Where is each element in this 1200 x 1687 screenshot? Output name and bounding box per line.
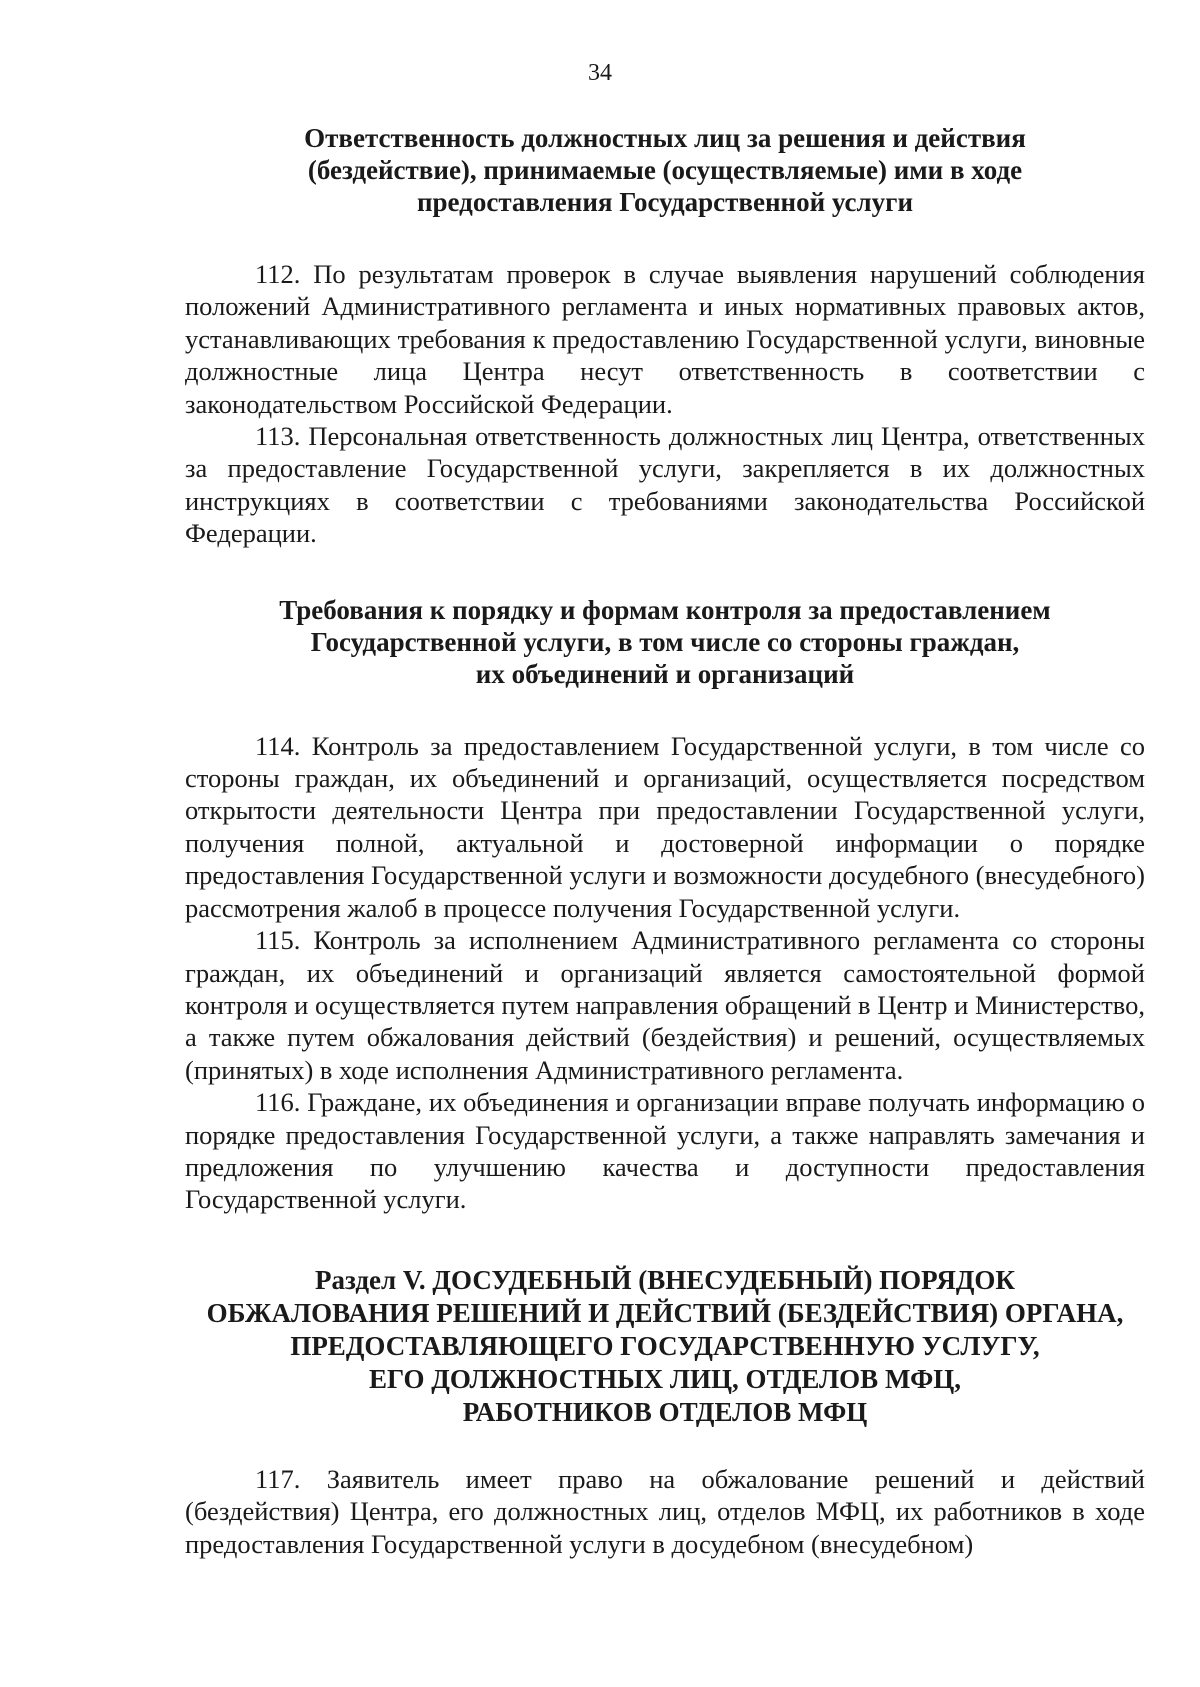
paragraph-113: 113. Персональная ответственность должностных лиц Центра, ответственных за предоставление Государственной услуги, закрепляется в их должностных инструкциях в соответствии с требованиями законодательства Российской Федерации. xyxy=(185,421,1145,549)
heading-line: РАБОТНИКОВ ОТДЕЛОВ МФЦ xyxy=(462,1396,868,1427)
paragraph-114: 114. Контроль за предоставлением Государственной услуги, в том числе со стороны граждан, их объединений и организаций, осуществляется посредством открытости деятельности Центра при предоставлении Государственной услуги, получения полной, актуальной и достоверной информации о порядке предоставления Государственной услуги и возможности досудебного (внесудебного) рассмотрения жалоб в процессе получения Государственной услуги. xyxy=(185,730,1145,923)
section-heading-responsibility xyxy=(185,122,1145,218)
heading-line: Требования к порядку и формам контроля за предоставлением xyxy=(279,594,1051,625)
heading-line: ОБЖАЛОВАНИЯ РЕШЕНИЙ И ДЕЙСТВИЙ (БЕЗДЕЙСТВИЯ) ОРГАНА, xyxy=(206,1297,1124,1328)
paragraph-115: 115. Контроль за исполнением Административного регламента со стороны граждан, их объединений и организаций является самостоятельной формой контроля и осуществляется путем направления обращений в Центр и Министерство, а также путем обжалования действий (бездействия) и решений, осуществляемых (принятых) в ходе исполнения Административного регламента. xyxy=(185,925,1145,1085)
heading-line: ЕГО ДОЛЖНОСТНЫХ ЛИЦ, ОТДЕЛОВ МФЦ, xyxy=(368,1363,962,1394)
heading-line: ПРЕДОСТАВЛЯЮЩЕГО ГОСУДАРСТВЕННУЮ УСЛУГУ, xyxy=(290,1330,1040,1361)
document-body xyxy=(185,122,1145,1560)
heading-line: Государственной услуги, в том числе со стороны граждан, xyxy=(310,626,1020,657)
heading-line: предоставления Государственной услуги xyxy=(416,187,914,217)
heading-line: Ответственность должностных лиц за решения и действия xyxy=(304,123,1026,153)
heading-line: Раздел V. ДОСУДЕБНЫЙ (ВНЕСУДЕБНЫЙ) ПОРЯДОК xyxy=(315,1264,1015,1295)
section-heading-control xyxy=(185,594,1145,690)
paragraph-112: 112. По результатам проверок в случае выявления нарушений соблюдения положений Административного регламента и иных нормативных правовых актов, устанавливающих требования к предоставлению Государственной услуги, виновные должностные лица Центра несут ответственность в соответствии с законодательством Российской Федерации. xyxy=(185,259,1145,419)
page-number: 34 xyxy=(588,60,612,86)
paragraph-117: 117. Заявитель имеет право на обжалование решений и действий (бездействия) Центра, его должностных лиц, отделов МФЦ, их работников в ходе предоставления Государственной услуги в досудебном (внесудебном) xyxy=(185,1463,1145,1559)
heading-line: их объединений и организаций xyxy=(475,658,855,689)
section-v-heading xyxy=(185,1264,1145,1429)
heading-line: (бездействие), принимаемые (осуществляемые) ими в ходе xyxy=(307,155,1023,185)
paragraph-116: 116. Граждане, их объединения и организации вправе получать информацию о порядке предоставления Государственной услуги, а также направлять замечания и предложения по улучшению качества и доступности предоставления Государственной услуги. xyxy=(185,1087,1145,1215)
